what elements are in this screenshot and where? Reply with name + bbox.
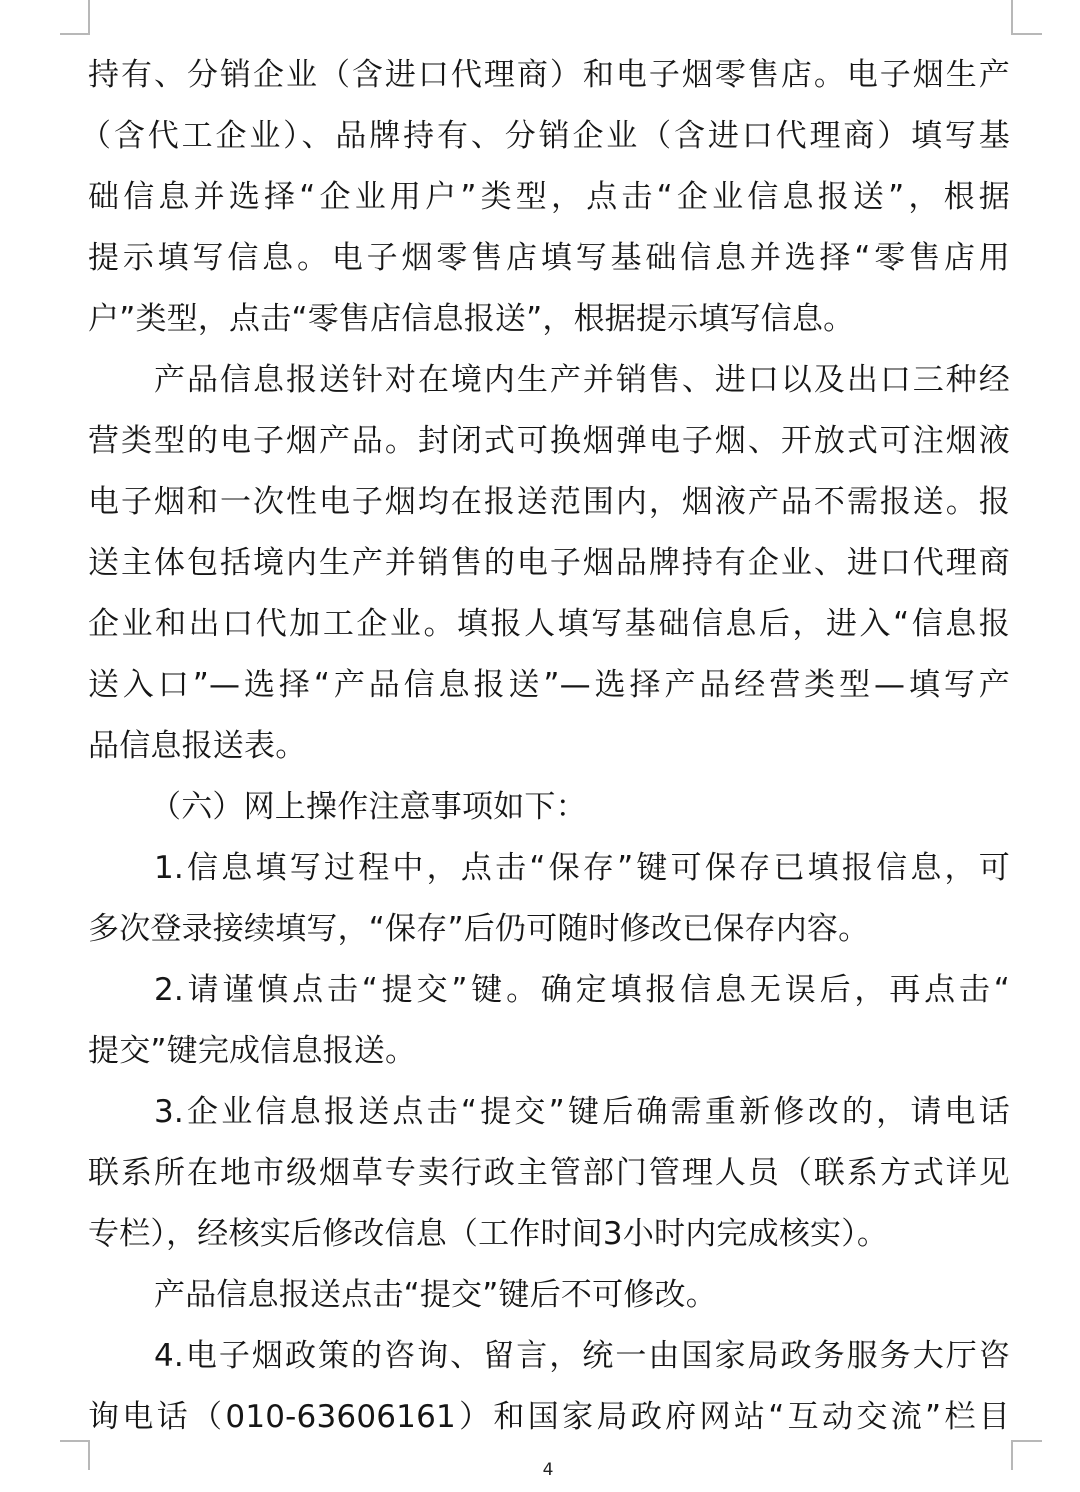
text-line: 多次登录接续填写，“保存”后仍可随时修改已保存内容。 (88, 911, 870, 947)
text-line: 产品信息报送点击“提交”键后不可修改。 (154, 1277, 717, 1313)
text-line: 提示填写信息。电子烟零售店填写基础信息并选择“零售店用 (88, 240, 1010, 276)
page-number: 4 (542, 1460, 554, 1480)
text-line: 送主体包括境内生产并销售的电子烟品牌持有企业、进口代理商 (88, 545, 1010, 581)
text-line: 送入口”—选择“产品信息报送”—选择产品经营类型—填写产 (88, 667, 1010, 703)
text-line: 联系所在地市级烟草专卖行政主管部门管理人员（联系方式详见 (88, 1155, 1010, 1191)
text-line: 询电话（010-63606161）和国家局政府网站“互动交流”栏目 (88, 1399, 1010, 1435)
text-line: 提交”键完成信息报送。 (88, 1033, 417, 1069)
section-heading: （六）网上操作注意事项如下： (150, 789, 587, 825)
text-line: 3.企业信息报送点击“提交”键后确需重新修改的，请电话 (154, 1094, 1010, 1130)
text-line: 户”类型，点击“零售店信息报送”，根据提示填写信息。 (88, 301, 855, 337)
crop-mark-top-right (1011, 0, 1042, 35)
crop-mark-top-left (60, 0, 90, 35)
text-line: 1.信息填写过程中，点击“保存”键可保存已填报信息，可 (154, 850, 1010, 886)
text-line: 4.电子烟政策的咨询、留言，统一由国家局政务服务大厅咨 (154, 1338, 1010, 1374)
text-line: 专栏），经核实后修改信息（工作时间3小时内完成核实）。 (88, 1216, 889, 1252)
text-line: 营类型的电子烟产品。封闭式可换烟弹电子烟、开放式可注烟液 (88, 423, 1010, 459)
text-line: 企业和出口代加工企业。填报人填写基础信息后，进入“信息报 (88, 606, 1010, 642)
text-line: （含代工企业）、品牌持有、分销企业（含进口代理商）填写基 (80, 118, 1010, 154)
text-line: 电子烟和一次性电子烟均在报送范围内，烟液产品不需报送。报 (88, 484, 1010, 520)
text-line: 持有、分销企业（含进口代理商）和电子烟零售店。电子烟生产 (88, 57, 1010, 93)
text-line: 础信息并选择“企业用户”类型，点击“企业信息报送”，根据 (88, 179, 1010, 215)
text-line: 品信息报送表。 (88, 728, 307, 764)
text-line: 产品信息报送针对在境内生产并销售、进口以及出口三种经 (154, 362, 1010, 398)
text-line: 2.请谨慎点击“提交”键。确定填报信息无误后，再点击“ (154, 972, 1010, 1008)
